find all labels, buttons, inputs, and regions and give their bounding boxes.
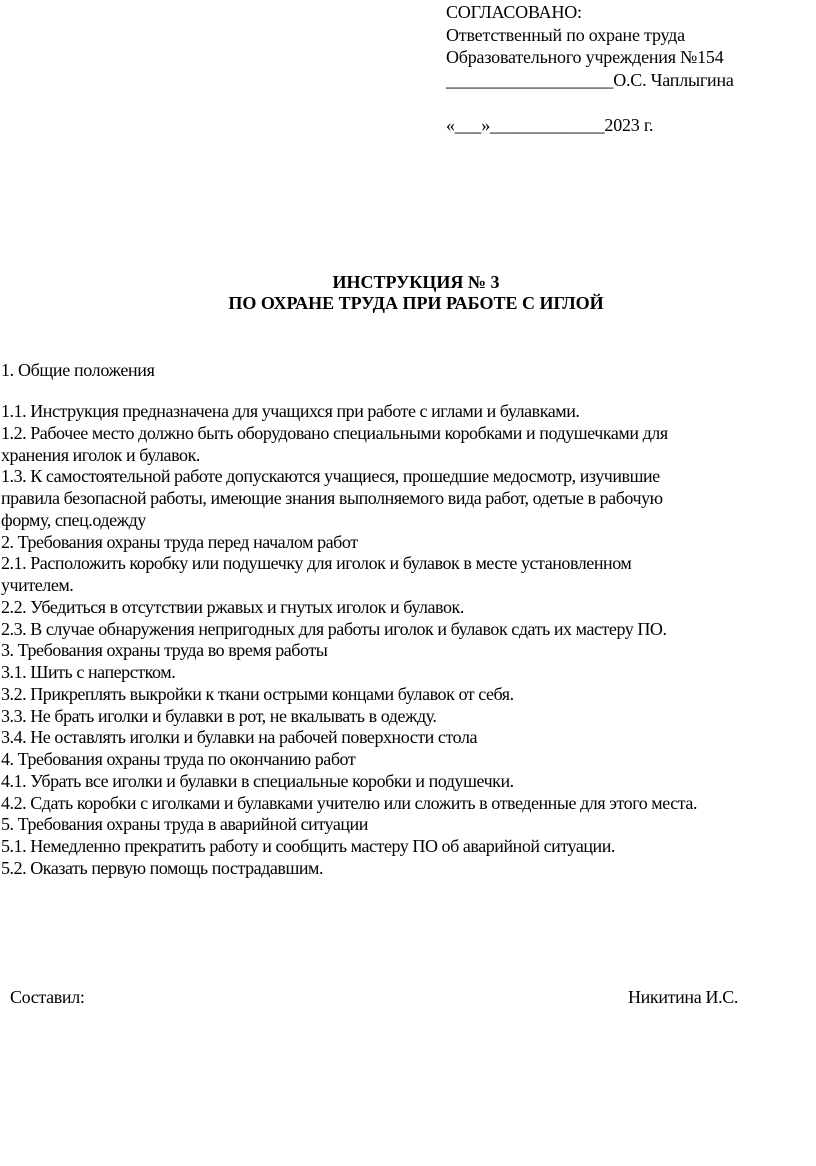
body-line: 5.1. Немедленно прекратить работу и сообщить мастеру ПО об аварийной ситуации. [1, 836, 615, 856]
author-name: Никитина И.С. [628, 987, 739, 1007]
body-line: 3.3. Не брать иголки и булавки в рот, не вкалывать в одежду. [1, 705, 437, 726]
body-line: 1.1. Инструкция предназначена для учащихся при работе с иглами и булавками. [1, 401, 580, 421]
body-line: 3. Требования охраны труда во время работы [1, 640, 328, 661]
body-line: 4. Требования охраны труда по окончанию работ [1, 749, 356, 769]
body-line: 2. Требования охраны труда перед началом работ [1, 531, 358, 552]
body-line: 2.3. В случае обнаружения непригодных для работы иголок и булавок сдать их мастеру ПО. [1, 618, 667, 639]
document-subtitle: ПО ОХРАНЕ ТРУДА ПРИ РАБОТЕ С ИГЛОЙ [228, 293, 604, 313]
body-line: 3.1. Шить с наперстком. [1, 662, 176, 682]
body-line: 1.2. Рабочее место должно быть оборудовано специальными коробками и подушечками для [1, 422, 668, 443]
body-line: форму, спец.одежду [1, 509, 146, 530]
approval-line: Образовательного учреждения №154 [446, 47, 724, 67]
body-line: 4.1. Убрать все иголки и булавки в специальные коробки и подушечки. [1, 770, 514, 791]
body-line: 3.4. Не оставлять иголки и булавки на рабочей поверхности стола [1, 727, 478, 748]
approval-signature-line: ___________________О.С. Чаплыгина [446, 69, 734, 90]
instruction-body [1, 401, 697, 880]
approval-date-line: «___»_____________2023 г. [446, 114, 654, 135]
approval-line: Ответственный по охране труда [446, 24, 685, 45]
body-line: 5. Требования охраны труда в аварийной ситуации [1, 814, 368, 835]
approval-spacer [446, 91, 734, 114]
section-heading: 1. Общие положения [1, 360, 155, 380]
compiled-by-label: Составил: [10, 987, 85, 1007]
approval-line: СОГЛАСОВАНО: [446, 2, 582, 22]
body-line: 3.2. Прикреплять выкройки к ткани острыми концами булавок от себя. [1, 683, 514, 704]
body-line: учителем. [1, 575, 74, 595]
body-line: 5.2. Оказать первую помощь пострадавшим. [1, 857, 324, 878]
approval-block [446, 1, 734, 136]
body-line: 2.2. Убедиться в отсутствии ржавых и гнутых иголок и булавок. [1, 596, 464, 617]
body-line: 4.2. Сдать коробки с иголками и булавками учителю или сложить в отведенные для этого места. [1, 792, 697, 813]
body-line: правила безопасной работы, имеющие знания выполняемого вида работ, одетые в рабочую [1, 488, 663, 508]
document-title: ИНСТРУКЦИЯ № 3 [332, 272, 500, 292]
body-line: 1.3. К самостоятельной работе допускаются учащиеся, прошедшие медосмотр, изучившие [1, 466, 660, 487]
body-line: 2.1. Расположить коробку или подушечку для иголок и булавок в месте установленном [1, 553, 632, 574]
body-line: хранения иголок и булавок. [1, 444, 200, 465]
